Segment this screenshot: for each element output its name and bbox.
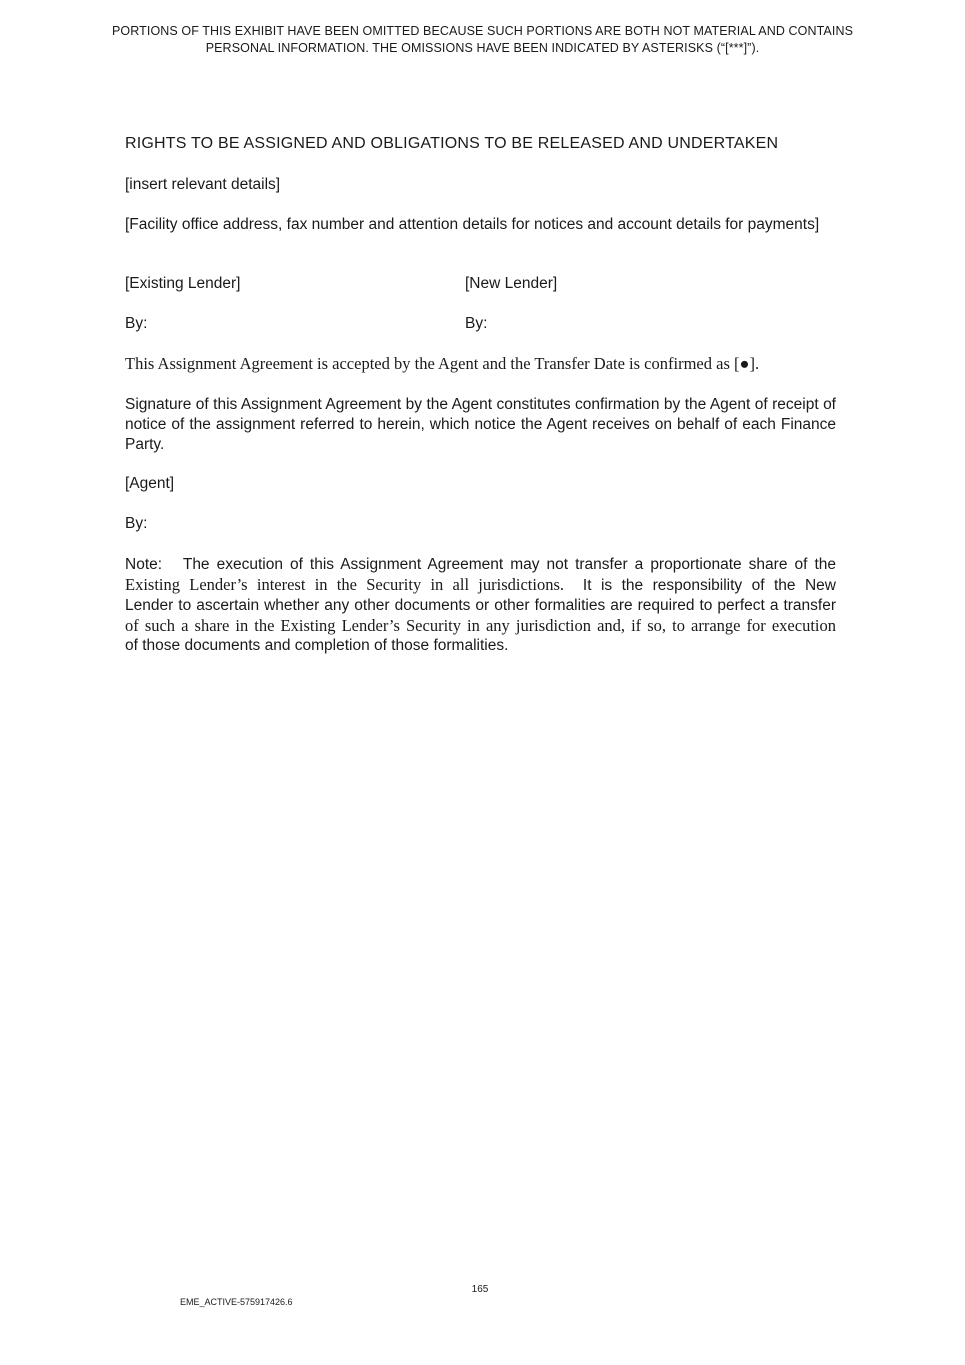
note-paragraph <box>125 555 836 656</box>
new-lender-label: [New Lender] <box>465 275 558 292</box>
agent-signature-line: By: <box>125 515 148 532</box>
existing-lender-label: [Existing Lender] <box>125 275 241 292</box>
note-line <box>125 575 836 596</box>
note-line: Lender to ascertain whether any other documents or other formalities are required to perfect a transfer <box>125 597 836 614</box>
insert-details-placeholder: [insert relevant details] <box>125 176 281 193</box>
note-line: of those documents and completion of those formalities. <box>125 637 509 654</box>
facility-details-placeholder: [Facility office address, fax number and attention details for notices and account details for payments] <box>125 216 820 233</box>
note-line-segment: Existing Lender’s interest in the Security in all jurisdictions. <box>125 575 565 594</box>
note-line-segment: It is the responsibility of the New <box>564 577 836 594</box>
omission-notice: PORTIONS OF THIS EXHIBIT HAVE BEEN OMITTED BECAUSE SUCH PORTIONS ARE BOTH NOT MATERIAL AND CONTAINS PERSONAL INFORMATION. THE OMISSIONS HAVE BEEN INDICATED BY ASTERISKS (“[***]”). <box>111 24 854 55</box>
acceptance-statement: This Assignment Agreement is accepted by the Agent and the Transfer Date is confirmed as [●]. <box>125 354 760 373</box>
note-line: Note: The execution of this Assignment Agreement may not transfer a proportionate share of the <box>125 556 836 573</box>
note-line: of such a share in the Existing Lender’s Security in any jurisdiction and, if so, to arrange for execution <box>125 616 836 635</box>
document-id: EME_ACTIVE-575917426.6 <box>180 1297 293 1307</box>
section-heading: RIGHTS TO BE ASSIGNED AND OBLIGATIONS TO BE RELEASED AND UNDERTAKEN <box>125 135 779 152</box>
existing-lender-signature-line: By: <box>125 315 148 332</box>
page-number: 165 <box>471 1284 489 1295</box>
signature-confirmation-paragraph: Signature of this Assignment Agreement by the Agent constitutes confirmation by the Agent of receipt of notice of the assignment referred to herein, which notice the Agent receives on behalf of each Finance Party. <box>125 396 836 453</box>
agent-label: [Agent] <box>125 475 175 492</box>
new-lender-signature-line: By: <box>465 315 488 332</box>
